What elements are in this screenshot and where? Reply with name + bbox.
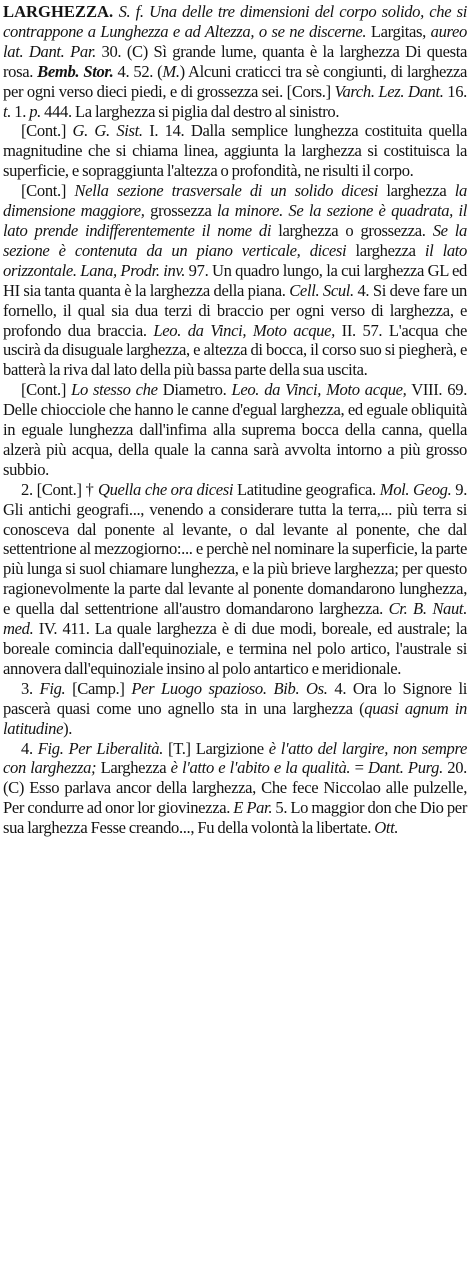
entry-text: 4. [21,738,38,758]
entry-citation: Una delle tre dimensioni del corpo solido, che si contrappone a Lunghezza e ad Altezza, o se ne discerne. [3,2,467,41]
entry-citation: Per Luogo spazioso. Bib. Os. [131,678,328,698]
entry-continuation [3,380,467,480]
entry-text: ) Alcuni craticci tra sè congiunti, di larghezza per ogni verso dieci piedi, e di grossezza sei. [Cors.] [3,61,468,101]
entry-text: = [350,758,368,778]
entry-text: 444. La larghezza si piglia dal destro al sinistro. [40,101,340,121]
entry-citation: quasi agnum in latitudine [3,698,468,738]
entry-grammar: S. f. [118,2,144,21]
entry-continuation [3,121,467,181]
entry-text: I. 14. Dalla semplice lunghezza costituita quella magnitudine che si chiama linea, aggiunta la larghezza si costituisca la superficie, e sopraggiunta l'altezza o profondità, ne risulti il corpo. [3,121,467,181]
entry-citation: Cell. Scul. [289,280,354,300]
entry-citation: G. G. Sist. [72,121,143,141]
entry-citation: Varch. Lez. Dant. [334,81,444,101]
entry-citation: Leo. da Vinci, Moto acque, [231,380,407,400]
entry-citation: Dant. Purg. [367,758,443,778]
entry-citation: p. [29,101,41,121]
entry-text: VIII. 69. Delle chiocciole che hanno le canne d'egual larghezza, ed eguale obliquità in eguale lunghezza dall'infima alla suprema bocca della canna, quella alzerà più acqua, della quale la canna sarà avvolta intorno a più grosso subbio. [3,380,467,479]
entry-citation: il lato orizzontale. Lana, Prodr. inv. [3,240,467,280]
entry-text: [Camp.] [65,678,132,698]
entry-citation: è l'atto del largire, non sempre con larghezza; [3,738,467,778]
entry-citation: la dimensione maggiore, [3,181,467,221]
entry-citation: Mol. Geog. [379,479,452,499]
entry-citation: è l'atto e l'abito e la qualità. [170,758,351,778]
entry-text: 5. Lo maggior don che Dio per sua larghezza Fesse creando..., Fu della volontà la libertate. [3,798,467,838]
entry-citation: E Par. [233,798,273,818]
entry-citation: Nella sezione trasversale di un solido dicesi [74,181,378,201]
entry-text: 9. Gli antichi geografi..., venendo a considerare tutta la terra,... più terra si conosceva dal ponente al levante, o dal levante al ponente, che dal settentrione al mezzogiorno:... e perchè nel nominare la superficie, la parte più lunga si suol chiamare lunghezza, e la più brieve larghezza; per questo ragionevolmente la parte dal levante al ponente domandarono lunghezza, e quella dal settentrione all'austro domandarono larghezza. [3,479,467,619]
entry-text: [Cont.] [21,121,73,141]
entry-text: grossezza [144,201,218,221]
entry-headword: LARGHEZZA. [3,2,114,21]
entry-text: II. 57. L'acqua che uscirà da disuguale larghezza, e altezza di bocca, il corso suo si piegherà, e batterà la riva dal lato della più bassa parte della sua uscita. [3,320,467,380]
entry-citation: Leo. da Vinci, Moto acque, [153,320,335,340]
entry-text: Diametro. [157,380,232,400]
entry-text: 16. [443,81,467,101]
entry-sense [3,480,467,679]
entry-continuation [3,181,467,380]
entry-citation: la minore. Se la sezione è quadrata, il lato prende indifferentemente il nome di [3,201,468,240]
entry-text: 3. [21,678,40,698]
entry-text: 1. [11,101,30,121]
entry-text: [T.] Largizione [163,738,269,758]
entry-text: Largitas, [366,21,431,41]
entry-text: larghezza [346,240,425,260]
entry-text: 97. Un quadro lungo, la cui larghezza GL ed HI sia tanta quanta è la larghezza della piana. [3,260,467,300]
entry-citation: Lo stesso che [71,380,158,400]
entry-citation: t. [3,101,12,121]
entry-text: Larghezza [96,758,171,778]
entry-text: 2. [Cont.] † [21,479,98,499]
entry-citation: Fig. [39,678,66,698]
entry-definition [3,2,467,121]
entry-text: Latitudine geografica. [233,479,380,499]
entry-citation: Bemb. Stor. [37,61,114,81]
entry-citation: Fig. Per Liberalità. [37,738,164,758]
entry-text: ). [63,718,73,738]
entry-text: 20. (C) Esso parlava ancor della larghezza, Che fece Niccolao alle pulzelle, Per condurre ad onor lor giovinezza. [3,758,467,818]
entry-citation: Quella che ora dicesi [97,479,234,499]
entry-text: 4. 52. ( [113,61,163,81]
entry-text: [Cont.] [21,380,72,400]
entry-citation: Se la sezione è contenuta da un piano verticale, dicesi [3,220,467,260]
entry-text: 4. Si deve fare un fornello, il qual sia dua terzi di braccio per ogni verso di larghezza, e profondo dua braccia. [3,280,468,340]
entry-citation: Cr. B. Naut. med. [3,599,467,639]
entry-citation: M. [162,61,180,81]
entry-sense [3,739,467,839]
entry-text: 4. Ora lo Signore li pascerà quasi come uno agnello sta in una larghezza ( [3,678,468,718]
entry-citation: aureo lat. Dant. Par. [3,21,467,61]
entry-citation: Ott. [374,818,399,838]
entry-text: [Cont.] [21,181,75,201]
entry-text: 30. (C) Sì grande lume, quanta è la larghezza Di questa rosa. [3,41,467,81]
entry-sense [3,679,467,739]
entry-text: IV. 411. La quale larghezza è di due modi, boreale, ed australe; la boreale comincia dall'equinoziale, e termina nel polo artico, l'australe si annovera dall'equinoziale insino al polo antartico e meridionale. [3,619,467,678]
entry-text: larghezza o grossezza. [271,220,433,240]
entry-text: larghezza [378,181,455,201]
